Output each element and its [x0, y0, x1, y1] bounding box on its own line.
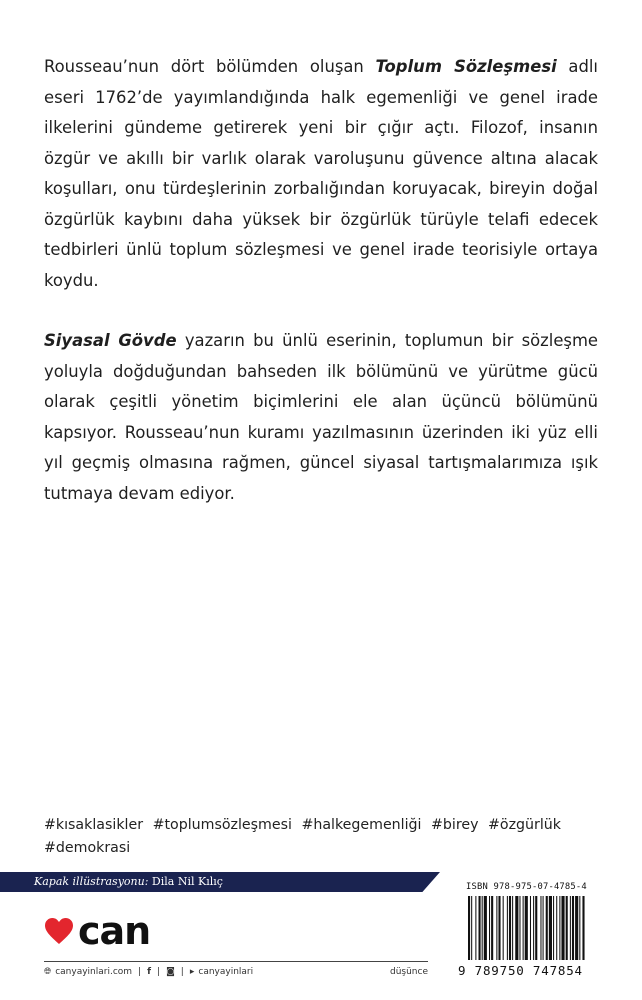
blurb-paragraph-1 [44, 52, 598, 296]
hashtag: #birey [431, 817, 479, 833]
barcode-bar [572, 896, 574, 960]
barcode-bar [509, 896, 511, 960]
barcode-bar [498, 896, 500, 960]
barcode-bar [523, 896, 524, 960]
barcode-bar [491, 896, 493, 960]
barcode-bar [515, 896, 518, 960]
separator: | [138, 967, 142, 977]
globe-icon: 🌐︎ [44, 967, 52, 977]
barcode-bar [519, 896, 520, 960]
barcode-bar [540, 896, 541, 960]
credit-label: Kapak illüstrasyonu: [34, 875, 149, 888]
logo-wordmark: can [78, 909, 151, 953]
barcode-bar [570, 896, 571, 960]
barcode-bar [512, 896, 513, 960]
publisher-footer [44, 964, 432, 980]
barcode-bar [496, 896, 497, 960]
barcode-bar [566, 896, 568, 960]
barcode-bar [503, 896, 504, 960]
website-link[interactable]: canyayinlari.com [55, 967, 133, 977]
barcode-bar [475, 896, 476, 960]
barcode-bar [579, 896, 580, 960]
barcode-bar [561, 896, 564, 960]
barcode-bar [546, 896, 548, 960]
credit-name: Dila Nil Kılıç [151, 875, 223, 888]
back-cover-blurb [44, 52, 598, 509]
hashtag: #toplumsözleşmesi [152, 817, 292, 833]
barcode-bar [471, 896, 472, 960]
publisher-logo [44, 910, 150, 952]
barcode-bar [489, 896, 490, 960]
separator: | [180, 967, 184, 977]
hashtag-list [44, 814, 604, 860]
barcode-bar [543, 896, 544, 960]
heart-icon [44, 917, 74, 945]
barcode-bar [549, 896, 552, 960]
barcode-bar [468, 896, 470, 960]
barcode-bars [458, 896, 608, 962]
isbn-barcode [458, 880, 608, 986]
blurb-p2-body: yazarın bu ünlü eserinin, toplumun bir sözleşme yoluyla doğduğundan bahseden ilk bölümünü ve yürütme gücü olarak çeşitli yönetim biçimlerini ele alan üçüncü bölümünü kapsıyor. Rousseau’nun kuramı yazılmasının üzerinden iki yüz elli yıl geçmiş olmasına rağmen, güncel siyasal tartışmalarımıza ışık tutmaya devam ediyor. [44, 331, 599, 503]
hashtag: #özgürlük [488, 817, 562, 833]
barcode-number: 9 789750 747854 [458, 963, 583, 978]
hashtag: #demokrasi [44, 840, 131, 856]
barcode-bar [530, 896, 531, 960]
barcode-bar [575, 896, 578, 960]
cover-illustration-credit [34, 873, 223, 891]
blurb-p1-body: adlı eseri 1762’de yayımlandığında halk egemenliği ve genel irade ilkelerini gündeme getirerek yeni bir çığır açtı. Filozof, insanın özgür ve akıllı bir varlık olarak varoluşunu güvence altına alacak koşulları, onu türdeşlerinin zorbalığından koruyacak, bireyin doğal özgürlük kaybını daha yüksek bir özgürlük türüyle telafi edecek tedbirleri ünlü toplum sözleşmesi ve genel irade teorisiyle ortaya koydu. [44, 57, 598, 290]
barcode-bar [533, 896, 534, 960]
blurb-p1-intro: Rousseau’nun dört bölümden oluşan [44, 57, 376, 76]
barcode-bar [525, 896, 528, 960]
isbn-text: ISBN 978-975-07-4785-4 [466, 882, 587, 892]
barcode-bar [482, 896, 483, 960]
barcode-bar [479, 896, 481, 960]
footer-divider [44, 961, 428, 962]
barcode-bar [553, 896, 554, 960]
blurb-paragraph-2 [44, 326, 598, 509]
barcode-bar [582, 896, 584, 960]
book-title-siyasal-govde: Siyasal Gövde [44, 331, 177, 350]
barcode-bar [507, 896, 508, 960]
barcode-bar [556, 896, 557, 960]
separator: | [157, 967, 161, 977]
twitter-icon[interactable]: ▸ [189, 967, 195, 977]
facebook-icon[interactable]: f [147, 967, 152, 977]
genre-label: düşünce [390, 967, 428, 977]
barcode-bar [559, 896, 560, 960]
book-title-toplum-sozlesmesi: Toplum Sözleşmesi [375, 57, 557, 76]
social-handle[interactable]: canyayinlari [198, 967, 254, 977]
barcode-bar [535, 896, 537, 960]
barcode-bar [484, 896, 487, 960]
hashtag: #halkegemenliği [301, 817, 422, 833]
hashtag: #kısaklasikler [44, 817, 144, 833]
instagram-icon[interactable]: ◙ [166, 967, 175, 977]
